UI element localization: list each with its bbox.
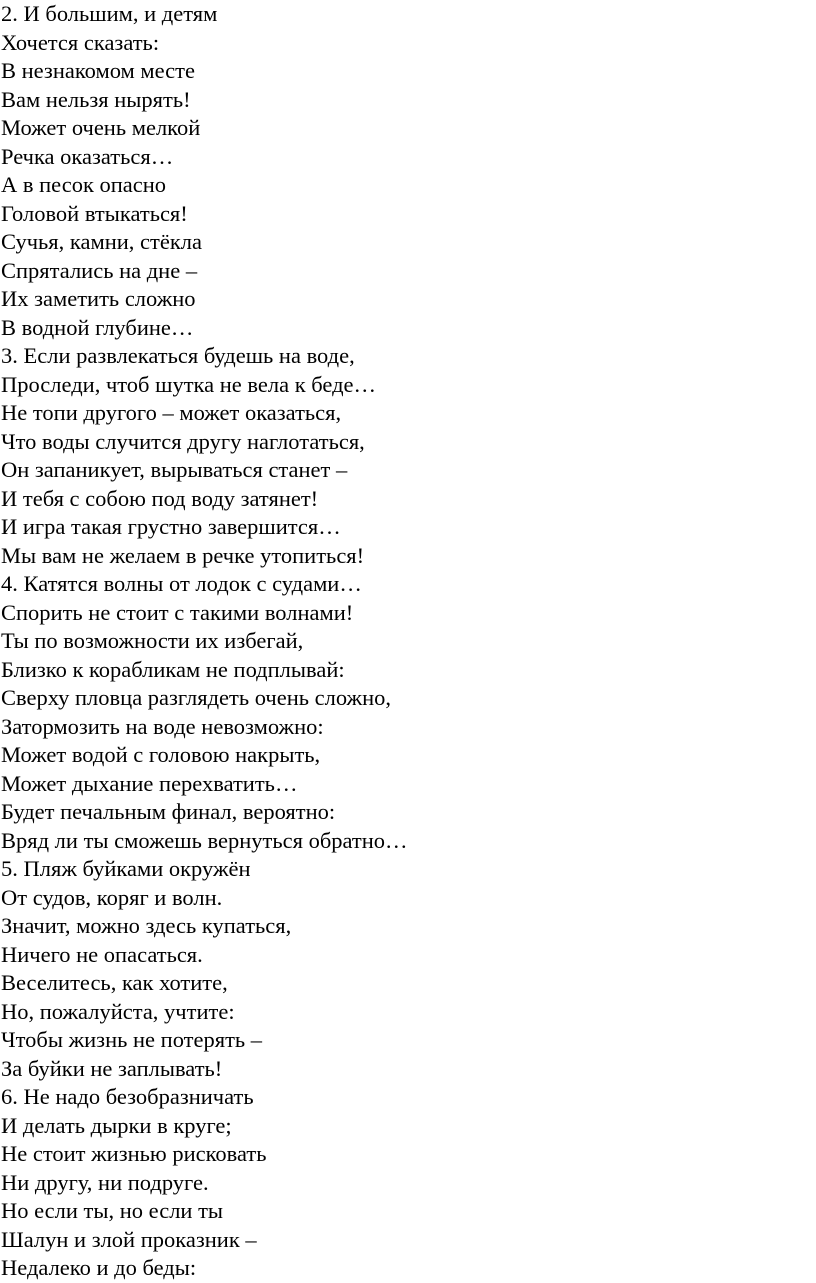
poem-line: Их заметить сложно bbox=[1, 286, 196, 311]
poem-line: 5. Пляж буйками окружён bbox=[1, 856, 251, 881]
poem-line: Может очень мелкой bbox=[1, 115, 201, 140]
poem-line: Сучья, камни, стёкла bbox=[1, 229, 202, 254]
poem-line: И игра такая грустно завершится… bbox=[1, 514, 341, 539]
poem-line: Но, пожалуйста, учтите: bbox=[1, 998, 235, 1024]
poem-line: Шалун и злой проказник – bbox=[1, 1226, 257, 1252]
poem-line: Ничего не опасаться. bbox=[1, 941, 203, 967]
poem-line: Не топи другого – может оказаться, bbox=[1, 400, 342, 425]
poem-line: 4. Катятся волны от лодок с судами… bbox=[1, 571, 362, 596]
poem-line: Головой втыкаться! bbox=[1, 200, 188, 226]
poem-line: От судов, коряг и волн. bbox=[1, 884, 223, 910]
poem-line: И делать дырки в круге; bbox=[1, 1112, 232, 1138]
poem-line: Ни другу, ни подруге. bbox=[1, 1169, 209, 1195]
poem-line: Будет печальным финал, вероятно: bbox=[1, 799, 336, 824]
poem-line: Речка оказаться… bbox=[1, 143, 174, 169]
poem-line: Затормозить на воде невозможно: bbox=[1, 713, 324, 739]
poem-line: В водной глубине… bbox=[1, 314, 194, 340]
poem-line: 3. Если развлекаться будешь на воде, bbox=[1, 343, 355, 368]
poem-line: Сверху пловца разглядеть очень сложно, bbox=[1, 685, 392, 710]
poem-line: И тебя с собою под воду затянет! bbox=[1, 485, 319, 511]
poem-line: За буйки не заплывать! bbox=[1, 1055, 223, 1081]
poem-line: Спрятались на дне – bbox=[1, 257, 198, 283]
poem-text bbox=[1, 0, 408, 1283]
poem-line: Может водой с головою накрыть, bbox=[1, 742, 321, 767]
poem-line: Хочется сказать: bbox=[1, 29, 160, 55]
poem-line: Вряд ли ты сможешь вернуться обратно… bbox=[1, 827, 408, 853]
poem-line: Значит, можно здесь купаться, bbox=[1, 913, 292, 938]
poem-line: Мы вам не желаем в речке утопиться! bbox=[1, 542, 365, 568]
poem-line: Веселитесь, как хотите, bbox=[1, 970, 228, 995]
poem-line: Вам нельзя нырять! bbox=[1, 86, 191, 112]
poem-line: Но если ты, но если ты bbox=[1, 1198, 224, 1223]
poem-line: Ты по возможности их избегай, bbox=[1, 628, 304, 653]
poem-line: Не стоит жизнью рисковать bbox=[1, 1141, 267, 1166]
poem-line: 2. И большим, и детям bbox=[1, 1, 218, 26]
poem-line: Спорить не стоит с такими волнами! bbox=[1, 599, 354, 625]
poem-line: Недалеко и до беды: bbox=[1, 1255, 197, 1280]
poem-line: Может дыхание перехватить… bbox=[1, 770, 298, 796]
poem-line: А в песок опасно bbox=[1, 172, 167, 197]
poem-line: 6. Не надо безобразничать bbox=[1, 1084, 254, 1109]
poem-line: Проследи, чтоб шутка не вела к беде… bbox=[1, 371, 377, 397]
poem-line: Он запаникует, вырываться станет – bbox=[1, 457, 348, 482]
poem-line: В незнакомом месте bbox=[1, 58, 195, 83]
poem-line: Близко к корабликам не подплывай: bbox=[1, 656, 345, 682]
poem-line: Чтобы жизнь не потерять – bbox=[1, 1027, 263, 1052]
poem-line: Что воды случится другу наглотаться, bbox=[1, 428, 365, 454]
